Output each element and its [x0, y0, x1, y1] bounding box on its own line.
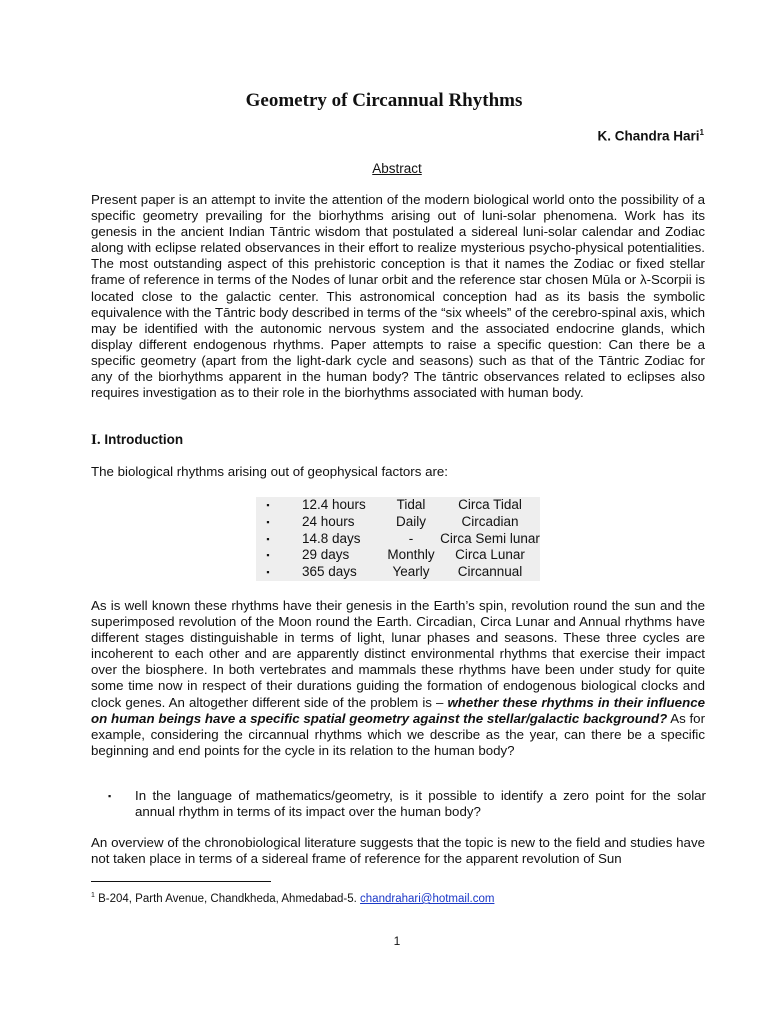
- rhythm-period: Tidal: [396, 497, 426, 512]
- abstract-paragraph: Present paper is an attempt to invite the attention of the modern biological world onto the possibility of a specific geometry prevailing for the biorhythms arising out of luni-solar phenomena. Work has its genesis in the ancient Indian Tāntric wisdom that postulated a sidereal luni-solar calendar and Zodiac along with eclipse related observances in their effort to realize mysterious psycho-physical potentialities. The most outstanding aspect of this prehistoric conception is that it names the Zodiac or fixed stellar frame of reference in terms of the Nodes of lunar orbit and the reference star chosen Mūla or λ-Scorpii is located close to the galactic center. This astronomical conception had as its basis the symbolic equivalence with the Tāntric body described in terms of the “six wheels” of the cerebro-spinal axis, which may be identified with the autonomic nervous system and the associated endocrine glands, which display different endogenous rhythms. Paper attempts to raise a specific question: Can there be a specific geometry (apart from the light-dark cycle and seasons) such as that of the Tāntric Zodiac for any of the biorhythms apparent in the human body? The tāntric observances related to eclipses also requires investigation as to their role in the biorhythms associated with human body.: [91, 192, 705, 401]
- rhythm-list: [256, 497, 540, 581]
- list-item: [256, 531, 540, 548]
- rhythm-duration: 365 days: [302, 564, 357, 580]
- rhythm-name: Circa Tidal: [458, 497, 522, 512]
- bullet-icon: ▪: [108, 791, 112, 801]
- rhythm-period: Yearly: [392, 564, 430, 580]
- section-heading-introduction: [91, 432, 183, 449]
- author-footnote-mark: 1: [699, 128, 704, 137]
- question-bullet: [108, 788, 706, 820]
- question-bullet-text: In the language of mathematics/geometry, is it possible to identify a zero point for the solar annual rhythm in terms of its impact over the human body?: [135, 788, 706, 820]
- rhythm-name: Circannual: [457, 564, 523, 580]
- footnote-email-link[interactable]: chandrahari@hotmail.com: [360, 892, 495, 905]
- list-item: [256, 514, 540, 531]
- rhythm-period: Daily: [395, 513, 426, 529]
- main-paragraph-emphasis: whether these rhythms in their influence on human beings have a specific spatial geometry against the stellar/galactic background?: [91, 694, 705, 726]
- bullet-icon: ▪: [266, 500, 270, 510]
- footnote-divider: [91, 881, 271, 882]
- overview-paragraph: An overview of the chronobiological literature suggests that the topic is new to the field and studies have not taken place in terms of a sidereal frame of reference for the apparent revolution of Sun: [91, 835, 705, 867]
- section-title: Introduction: [104, 432, 184, 447]
- main-paragraph-end: As for example, considering the circannual rhythms which we describe as the year, can there be a specific beginning and end points for the cycle in its relation to the human body?: [91, 710, 705, 758]
- author-line: [598, 128, 704, 144]
- page-number: 1: [393, 934, 401, 948]
- bullet-icon: ▪: [266, 567, 270, 578]
- rhythm-name: Circa Lunar: [455, 547, 525, 563]
- list-item: [256, 497, 540, 514]
- intro-lead-paragraph: The biological rhythms arising out of geophysical factors are:: [91, 464, 448, 479]
- footnote-address: B-204, Parth Avenue, Chandkheda, Ahmedabad-5.: [94, 892, 361, 905]
- paper-title: Geometry of Circannual Rhythms: [245, 90, 523, 111]
- author-name: K. Chandra Hari: [597, 128, 700, 144]
- rhythm-name: Circadian: [461, 513, 519, 529]
- rhythm-name: Circa Semi lunar: [440, 530, 540, 546]
- list-item: [256, 564, 540, 581]
- section-numeral: I.: [91, 432, 101, 448]
- bullet-icon: ▪: [266, 516, 270, 527]
- abstract-heading: Abstract: [372, 161, 422, 176]
- rhythm-duration: 24 hours: [302, 513, 355, 529]
- rhythm-period: Monthly: [387, 547, 435, 563]
- bullet-icon: ▪: [266, 533, 270, 544]
- rhythm-duration: 12.4 hours: [302, 497, 366, 512]
- main-paragraph: [91, 598, 705, 759]
- footnote-mark: 1: [91, 892, 95, 899]
- bullet-icon: ▪: [266, 550, 270, 561]
- rhythm-duration: 14.8 days: [302, 530, 361, 546]
- footnote: [91, 889, 494, 906]
- rhythm-duration: 29 days: [302, 547, 350, 563]
- main-paragraph-start: As is well known these rhythms have their genesis in the Earth’s spin, revolution round the sun and the superimposed revolution of the Moon round the Earth. Circadian, Circa Lunar and Annual rhythms have different stages distinguishable in terms of light, lunar phases and seasons. These three cycles are incoherent to each other and are apparently distinct environmental rhythms that exercise their impact over the biosphere. In both vertebrates and mammals these rhythms have been under study for quite some time now in respect of their durations guiding the formation of endogenous biological clocks and clock genes. An altogether different side of the problem is –: [91, 598, 705, 710]
- list-item: [256, 547, 540, 564]
- rhythm-period: -: [408, 530, 414, 546]
